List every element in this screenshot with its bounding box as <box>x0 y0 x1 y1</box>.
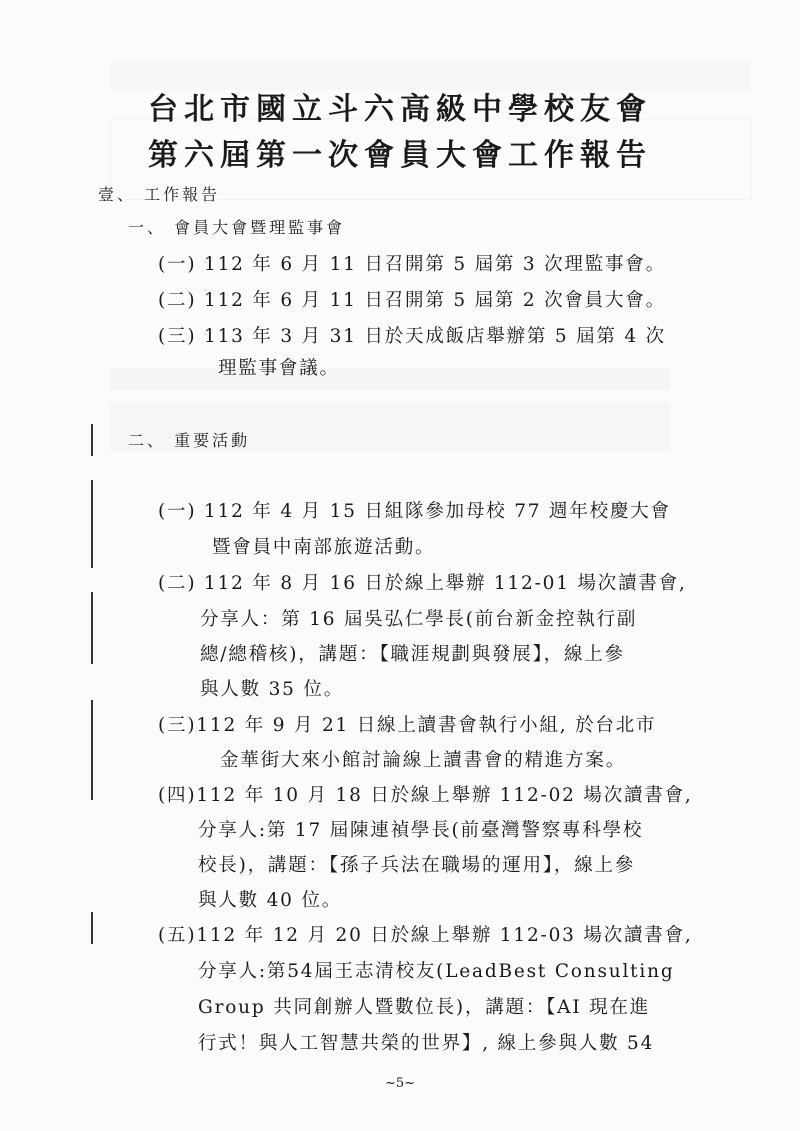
list-item-continuation: 分享人：第 16 屆吳弘仁學長(前台新金控執行副 <box>200 609 638 630</box>
subsection-heading: 一、 會員大會暨理監事會 <box>128 218 346 237</box>
list-item-continuation: 行式！與人工智慧共榮的世界】, 線上參與人數 54 <box>198 1033 655 1054</box>
list-item-continuation: 總/總稽核)，講題：【職涯規劃與發展】，線上參 <box>200 644 625 665</box>
list-item: (二) 112 年 8 月 16 日於線上舉辦 112-01 場次讀書會, <box>158 573 687 594</box>
list-item: (三)112 年 9 月 21 日線上讀書會執行小組, 於台北市 <box>158 715 657 736</box>
list-item-continuation: 校長)，講題：【孫子兵法在職場的運用】，線上參 <box>198 855 636 876</box>
document-title-line-2: 第六屆第一次會員大會工作報告 <box>148 138 652 173</box>
list-item: (二) 112 年 6 月 11 日召開第 5 屆第 2 次會員大會。 <box>158 290 666 311</box>
margin-change-bar <box>91 480 93 568</box>
bleed-through-shadow <box>110 368 670 390</box>
list-item: (一) 112 年 4 月 15 日組隊參加母校 77 週年校慶大會 <box>158 501 671 522</box>
page-number: ~5~ <box>384 1076 416 1091</box>
section-heading: 壹、 工作報告 <box>98 185 221 204</box>
list-item: (一) 112 年 6 月 11 日召開第 5 屆第 3 次理監事會。 <box>158 254 666 275</box>
subsection-heading: 二、 重要活動 <box>128 431 251 450</box>
list-item: (五)112 年 12 月 20 日於線上舉辦 112-03 場次讀書會, <box>158 925 693 946</box>
list-item-continuation: 分享人:第 17 屆陳連禎學長(前臺灣警察專科學校 <box>198 820 644 841</box>
list-item-continuation: 理監事會議。 <box>218 358 340 379</box>
list-item-continuation: 暨會員中南部旅遊活動。 <box>212 537 436 558</box>
list-item-continuation: 分享人:第54屆王志清校友(LeadBest Consulting <box>198 961 675 982</box>
list-item-continuation: 與人數 40 位。 <box>198 890 343 911</box>
list-item-continuation: Group 共同創辦人暨數位長)，講題：【AI 現在進 <box>198 997 651 1018</box>
document-title-line-1: 台北市國立斗六高級中學校友會 <box>148 92 652 127</box>
margin-change-bar <box>91 592 93 664</box>
margin-change-bar <box>91 912 93 944</box>
list-item-continuation: 與人數 35 位。 <box>200 679 345 700</box>
list-item: (四)112 年 10 月 18 日於線上舉辦 112-02 場次讀書會, <box>158 785 693 806</box>
margin-change-bar <box>91 700 93 800</box>
list-item-continuation: 金華街大來小館討論線上讀書會的精進方案。 <box>220 750 627 771</box>
list-item: (三) 113 年 3 月 31 日於天成飯店舉辦第 5 屆第 4 次 <box>158 326 666 347</box>
margin-change-bar <box>91 424 93 456</box>
